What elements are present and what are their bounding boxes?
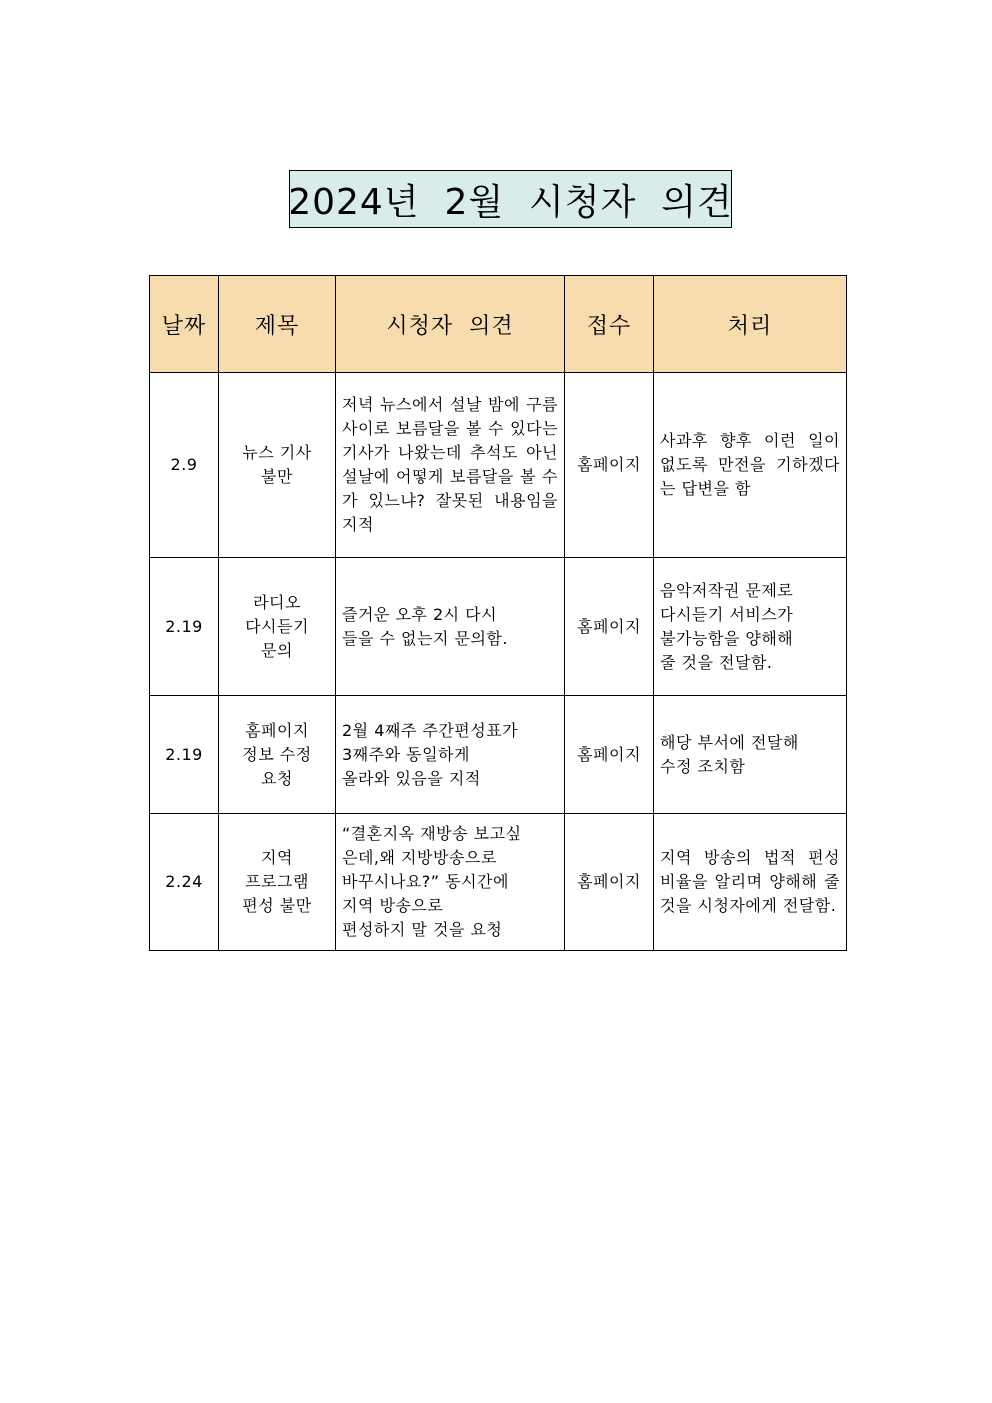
table-row	[150, 696, 847, 814]
cell-title: 라디오 다시듣기 문의	[219, 558, 336, 696]
cell-handling: 사과후 향후 이런 일이 없도록 만전을 기하겠다는 답변을 함	[654, 373, 847, 558]
header-received: 접수	[565, 276, 654, 373]
cell-handling: 지역 방송의 법적 편성 비율을 알리며 양해해 줄 것을 시청자에게 전달함.	[654, 814, 847, 951]
cell-opinion: “결혼지옥 재방송 보고싶 은데,왜 지방방송으로 바꾸시나요?” 동시간에 지역 방송으로 편성하지 말 것을 요청	[336, 814, 565, 951]
header-opinion: 시청자 의견	[336, 276, 565, 373]
cell-opinion: 즐거운 오후 2시 다시 들을 수 없는지 문의함.	[336, 558, 565, 696]
cell-title: 뉴스 기사 불만	[219, 373, 336, 558]
header-title: 제목	[219, 276, 336, 373]
viewer-opinions-table	[149, 275, 847, 951]
cell-received: 홈페이지	[565, 558, 654, 696]
cell-received: 홈페이지	[565, 696, 654, 814]
table-row	[150, 558, 847, 696]
document-title-box	[289, 170, 732, 228]
table-header-row	[150, 276, 847, 373]
cell-handling: 음악저작권 문제로 다시듣기 서비스가 불가능함을 양해해 줄 것을 전달함.	[654, 558, 847, 696]
cell-date: 2.24	[150, 814, 219, 951]
cell-date: 2.19	[150, 696, 219, 814]
cell-date: 2.19	[150, 558, 219, 696]
header-handling: 처리	[654, 276, 847, 373]
cell-date: 2.9	[150, 373, 219, 558]
cell-handling: 해당 부서에 전달해 수정 조치함	[654, 696, 847, 814]
cell-opinion: 2월 4째주 주간편성표가 3째주와 동일하게 올라와 있음을 지적	[336, 696, 565, 814]
header-date: 날짜	[150, 276, 219, 373]
cell-received: 홈페이지	[565, 814, 654, 951]
cell-title: 지역 프로그램 편성 불만	[219, 814, 336, 951]
cell-title: 홈페이지 정보 수정 요청	[219, 696, 336, 814]
document-title: 2024년 2월 시청자 의견	[288, 181, 733, 223]
cell-opinion: 저녁 뉴스에서 설날 밤에 구름 사이로 보름달을 볼 수 있다는 기사가 나왔는데 추석도 아닌 설날에 어떻게 보름달을 볼 수가 있느냐? 잘못된 내용임을 지적	[336, 373, 565, 558]
cell-received: 홈페이지	[565, 373, 654, 558]
table-row	[150, 814, 847, 951]
table-row	[150, 373, 847, 558]
